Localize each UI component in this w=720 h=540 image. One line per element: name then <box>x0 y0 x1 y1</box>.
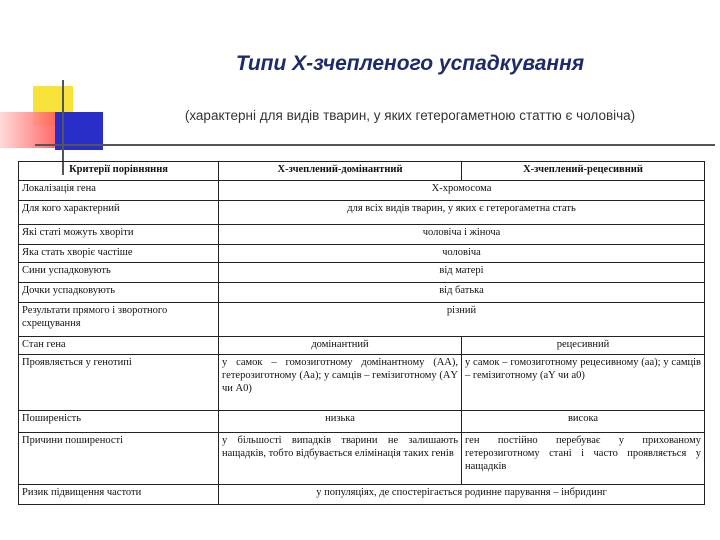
dominant-cell: низька <box>219 411 462 433</box>
table-row <box>19 245 705 263</box>
recessive-cell: рецесивний <box>462 337 705 355</box>
merged-value-cell: Х-хромосома <box>219 181 705 201</box>
table-row <box>19 433 705 485</box>
table-row <box>19 181 705 201</box>
table-row <box>19 303 705 337</box>
merged-value-cell: чоловіча <box>219 245 705 263</box>
merged-value-cell: від матері <box>219 263 705 283</box>
table-row <box>19 201 705 225</box>
criterion-cell: Для кого характерний <box>19 201 219 225</box>
table-row <box>19 355 705 411</box>
criterion-cell: Причини поширеності <box>19 433 219 485</box>
dominant-cell: у самок – гомозиготному домінантному (АА), гетерозиготному (Аа); у самців – гемізиготному (АY чи А0) <box>219 355 462 411</box>
merged-value-cell: чоловіча і жіноча <box>219 225 705 245</box>
merged-value-cell: від батька <box>219 283 705 303</box>
header-dominant: Х-зчеплений-домінантний <box>219 162 462 181</box>
merged-value-cell: різний <box>219 303 705 337</box>
table-row <box>19 225 705 245</box>
header-recessive: Х-зчеплений-рецесивний <box>462 162 705 181</box>
page-subtitle: (характерні для видів тварин, у яких гетерогаметною статтю є чоловіча) <box>184 108 636 123</box>
criterion-cell: Які статі можуть хворіти <box>19 225 219 245</box>
criterion-cell: Яка стать хворіє частіше <box>19 245 219 263</box>
header-criteria: Критерії порівняння <box>19 162 219 181</box>
criterion-cell: Ризик підвищення частоти <box>19 485 219 505</box>
table-row <box>19 337 705 355</box>
dominant-cell: домінантний <box>219 337 462 355</box>
table-row <box>19 485 705 505</box>
table-header-row <box>19 162 705 181</box>
merged-value-cell: для всіх видів тварин, у яких є гетерогаметна стать <box>219 201 705 225</box>
criterion-cell: Стан гена <box>19 337 219 355</box>
table-row <box>19 283 705 303</box>
dominant-cell: у більшості випадків тварини не залишають нащадків, тобто відбувається елімінація таких генів <box>219 433 462 485</box>
criterion-cell: Результати прямого і зворотного схрещування <box>19 303 219 337</box>
criterion-cell: Проявляється у генотипі <box>19 355 219 411</box>
decor-red-gradient <box>0 112 55 148</box>
decor-horizontal-line <box>35 144 715 146</box>
merged-value-cell: у популяціях, де спостерігається родинне парування – інбридинг <box>219 485 705 505</box>
table-row <box>19 263 705 283</box>
table-row <box>19 411 705 433</box>
recessive-cell: ген постійно перебуває у прихованому гетерозиготному стані і часто проявляється у нащадків <box>462 433 705 485</box>
criterion-cell: Сини успадковують <box>19 263 219 283</box>
comparison-table <box>18 161 705 505</box>
criterion-cell: Поширеність <box>19 411 219 433</box>
recessive-cell: висока <box>462 411 705 433</box>
criterion-cell: Дочки успадковують <box>19 283 219 303</box>
criterion-cell: Локалізація гена <box>19 181 219 201</box>
page-title: Типи Х-зчепленого успадкування <box>235 52 585 75</box>
recessive-cell: у самок – гомозиготному рецесивному (аа); у самців – гемізиготному (аY чи а0) <box>462 355 705 411</box>
